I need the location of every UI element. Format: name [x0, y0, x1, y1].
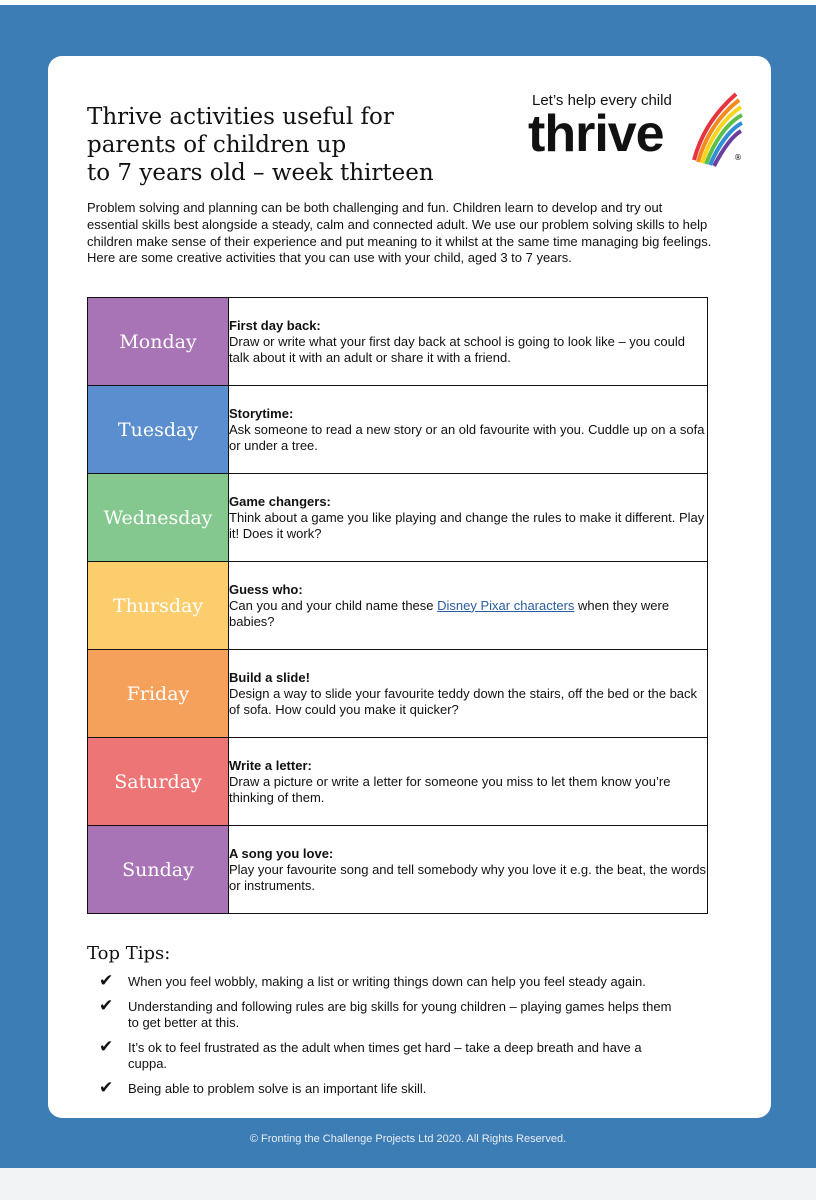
tip-text: Being able to problem solve is an important life skill.	[128, 1081, 427, 1096]
tip-text: Understanding and following rules are big skills for young children – playing games helps them to get better at this.	[128, 999, 672, 1030]
day-cell	[88, 562, 229, 650]
activity-text: Think about a game you like playing and change the rules to make it different. Play it! Does it work?	[229, 509, 705, 541]
thrive-logo	[528, 90, 743, 170]
title-line: Thrive activities useful for	[87, 104, 394, 130]
table-row	[88, 826, 708, 914]
activity-text: Design a way to slide your favourite teddy down the stairs, off the bed or the back of sofa. How could you make it quicker?	[229, 685, 698, 717]
table-row	[88, 650, 708, 738]
title-line: to 7 years old – week thirteen	[87, 160, 434, 186]
activity-cell	[229, 650, 708, 738]
activity-text: Draw a picture or write a letter for someone you miss to let them know you’re thinking of them.	[229, 773, 671, 805]
day-cell	[88, 298, 229, 386]
checkmark-icon: ✔	[99, 1078, 114, 1097]
checkmark-icon: ✔	[99, 996, 114, 1015]
activity-text: when they were babies?	[229, 597, 670, 629]
tip-item	[99, 1078, 679, 1097]
table-row	[88, 738, 708, 826]
table-row	[88, 386, 708, 474]
day-label: Saturday	[114, 770, 202, 793]
activity-title: Guess who:	[229, 581, 303, 597]
tip-item	[99, 971, 679, 990]
day-cell	[88, 474, 229, 562]
day-label: Friday	[126, 682, 190, 705]
activity-title: Game changers:	[229, 493, 331, 509]
day-label: Tuesday	[117, 418, 199, 441]
intro-paragraph: Problem solving and planning can be both challenging and fun. Children learn to develop and try out essential skills best alongside a steady, calm and connected adult. We use our problem solving skills to help children make sense of their experience and put meaning to it whilst at the same time managing big feelings. Here are some creative activities that you can use with your child, aged 3 to 7 years.	[87, 200, 712, 266]
tip-text: When you feel wobbly, making a list or writing things down can help you feel steady again.	[128, 974, 646, 989]
page-title	[87, 103, 487, 187]
title-line: parents of children up	[87, 132, 347, 158]
activity-title: Write a letter:	[229, 757, 312, 773]
rainbow-swirl-icon	[688, 90, 743, 168]
day-cell	[88, 826, 229, 914]
activity-cell	[229, 386, 708, 474]
activity-title: Build a slide!	[229, 669, 310, 685]
activity-cell	[229, 826, 708, 914]
activity-text: Draw or write what your first day back at school is going to look like – you could talk about it with an adult or share it with a friend.	[229, 333, 685, 365]
top-tips-list	[99, 971, 679, 1106]
activity-title: A song you love:	[229, 845, 334, 861]
activity-text: Ask someone to read a new story or an old favourite with you. Cuddle up on a sofa or under a tree.	[229, 421, 705, 453]
day-label: Monday	[119, 330, 197, 353]
logo-wordmark: thrive	[528, 105, 664, 163]
tip-item	[99, 1037, 679, 1072]
day-cell	[88, 738, 229, 826]
tip-text: It’s ok to feel frustrated as the adult when times get hard – take a deep breath and have a cuppa.	[128, 1040, 642, 1071]
table-row	[88, 298, 708, 386]
day-label: Sunday	[122, 858, 194, 881]
checkmark-icon: ✔	[99, 971, 114, 990]
weekly-activities-table	[87, 297, 708, 914]
table-row	[88, 562, 708, 650]
activity-cell	[229, 738, 708, 826]
copyright-footer: © Fronting the Challenge Projects Ltd 2020. All Rights Reserved.	[249, 1133, 567, 1145]
disney-pixar-link[interactable]: Disney Pixar characters	[437, 597, 575, 613]
activity-title: First day back:	[229, 317, 321, 333]
checkmark-icon: ✔	[99, 1037, 114, 1056]
registered-mark: ®	[734, 153, 742, 162]
activity-cell	[229, 562, 708, 650]
day-label: Thursday	[112, 594, 204, 617]
day-cell	[88, 386, 229, 474]
activity-text: Play your favourite song and tell somebody why you love it e.g. the beat, the words or instruments.	[229, 861, 706, 893]
logo-tagline: Let’s help every child	[532, 92, 672, 109]
day-label: Wednesday	[103, 506, 213, 529]
tip-item	[99, 996, 679, 1031]
top-tips-heading: Top Tips:	[87, 943, 171, 964]
activity-text: Can you and your child name these	[229, 597, 438, 613]
table-row	[88, 474, 708, 562]
activity-title: Storytime:	[229, 405, 294, 421]
day-cell	[88, 650, 229, 738]
activity-cell	[229, 298, 708, 386]
activity-cell	[229, 474, 708, 562]
